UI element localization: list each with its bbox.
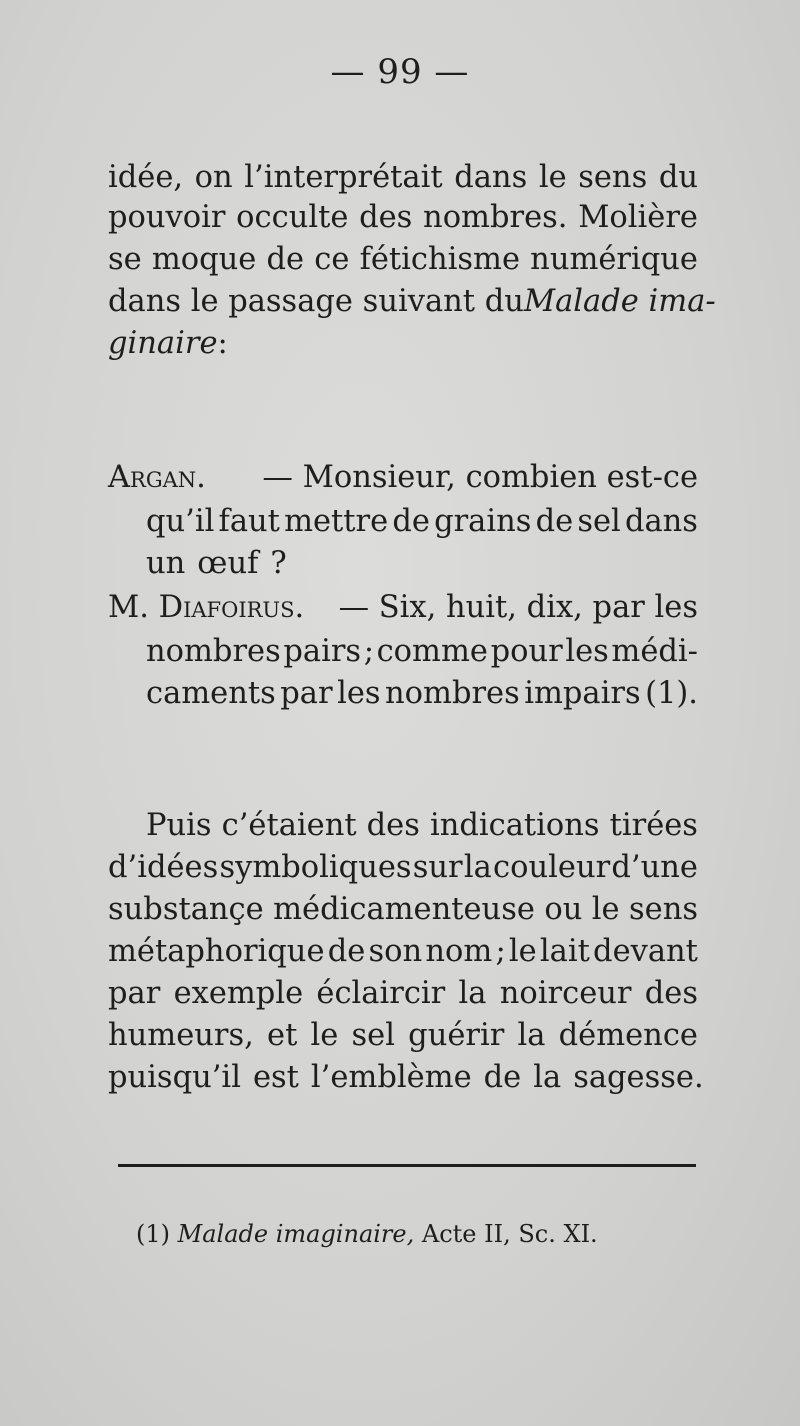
paragraph-1-line-3: se moque de ce fétichisme numérique	[108, 242, 698, 277]
paragraph-2-line-2: d’idées symboliques sur la couleur d’une	[108, 850, 698, 885]
footnote	[136, 1220, 598, 1248]
paragraph-1-line-4	[108, 282, 716, 322]
play-title-part-2: ginaire	[108, 326, 218, 361]
paragraph-1-line-5	[108, 324, 698, 364]
speaker-argan: Argan.	[108, 460, 206, 495]
argan-line-2: qu’il faut mettre de grains de sel dans	[146, 504, 698, 539]
page-number: — 99 —	[330, 52, 470, 92]
diafoirus-line-1	[108, 588, 698, 628]
paragraph-2-line-1: Puis c’étaient des indications tirées	[146, 808, 698, 843]
diafoirus-line-3: caments par les nombres impairs (1).	[146, 676, 698, 711]
paragraph-2-line-4: métaphorique de son nom ; le lait devant	[108, 934, 698, 969]
diafoirus-text-1: — Six, huit, dix, par les	[338, 590, 698, 625]
footnote-marker: (1)	[136, 1220, 170, 1248]
paragraph-2-line-6: humeurs, et le sel guérir la démence	[108, 1018, 698, 1053]
speaker-diafoirus: M. Diafoirus.	[108, 590, 305, 625]
play-title-part-1: Malade ima-	[523, 284, 716, 319]
argan-line-3: un œuf ?	[146, 546, 287, 581]
paragraph-2-line-3: substançe médicamenteuse ou le sens	[108, 892, 698, 927]
paragraph-2-line-7: puisqu’il est l’emblème de la sagesse.	[108, 1060, 704, 1095]
paragraph-1-line-2: pouvoir occulte des nombres. Molière	[108, 200, 698, 235]
diafoirus-line-2: nombres pairs ; comme pour les médi-	[146, 634, 698, 669]
footnote-divider	[118, 1164, 696, 1167]
colon: :	[217, 326, 228, 361]
paragraph-1-line-4-text: dans le passage suivant du	[108, 284, 524, 319]
footnote-reference: Acte II, Sc. XI.	[421, 1220, 598, 1248]
argan-line-1	[108, 458, 698, 498]
paragraph-1-line-1: idée, on l’interprétait dans le sens du	[108, 160, 698, 195]
argan-text-1: — Monsieur, combien est-ce	[262, 460, 698, 495]
paragraph-2-line-5: par exemple éclaircir la noirceur des	[108, 976, 698, 1011]
footnote-title: Malade imaginaire,	[177, 1220, 415, 1248]
